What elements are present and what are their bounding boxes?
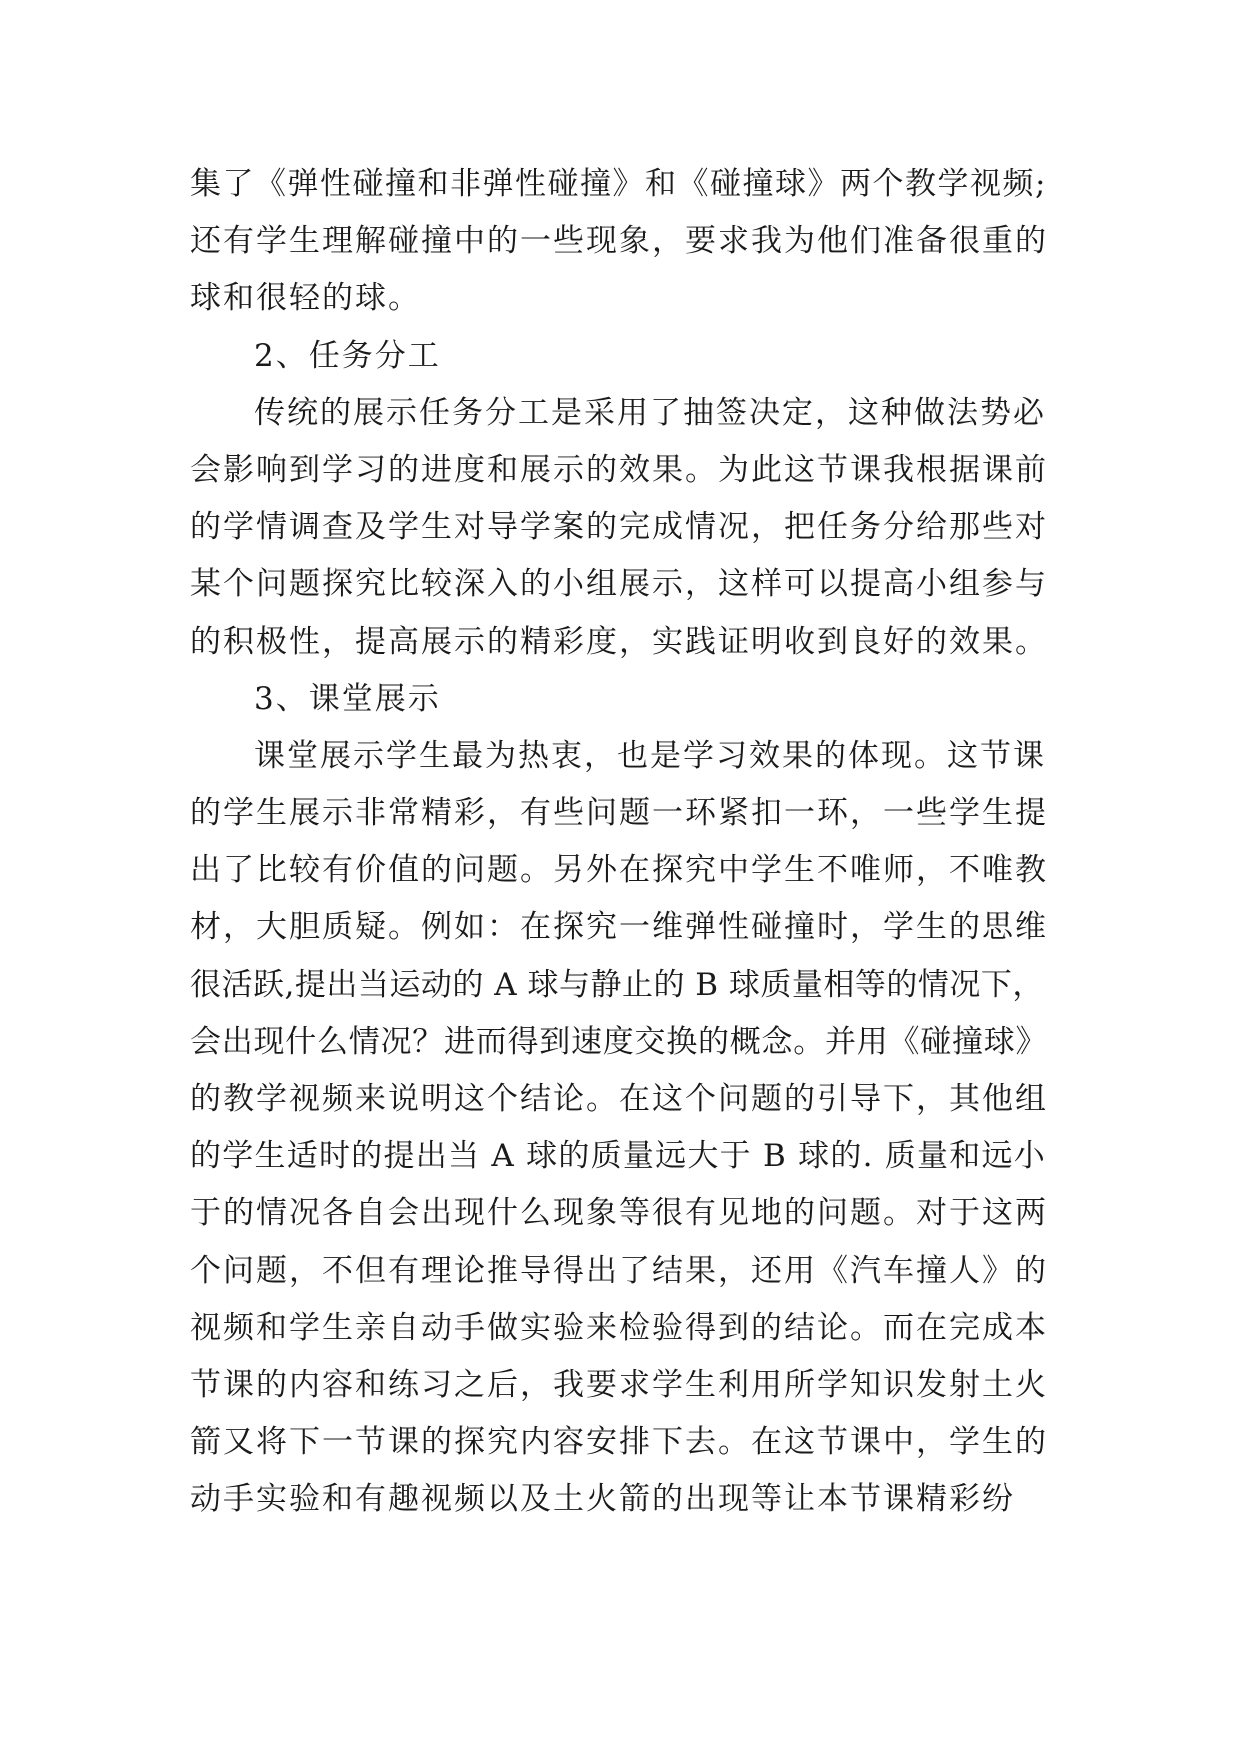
text-line: 于的情况各自会出现什么现象等很有见地的问题。对于这两 bbox=[190, 1195, 1048, 1232]
text-line: 的学生适时的提出当 A 球的质量远大于 B 球的. 质量和远小 bbox=[190, 1138, 1047, 1175]
text-line: 的学情调查及学生对导学案的完成情况，把任务分给那些对 bbox=[190, 509, 1048, 546]
text-line: 还有学生理解碰撞中的一些现象，要求我为他们准备很重的 bbox=[190, 223, 1048, 260]
text-line: 很活跃,提出当运动的 A 球与静止的 B 球质量相等的情况下， bbox=[190, 966, 1044, 1003]
text-line: 节课的内容和练习之后，我要求学生利用所学知识发射土火 bbox=[190, 1366, 1048, 1403]
text-line: 箭又将下一节课的探究内容安排下去。在这节课中，学生的 bbox=[190, 1424, 1048, 1461]
text-line: 某个问题探究比较深入的小组展示，这样可以提高小组参与 bbox=[190, 566, 1048, 603]
text-line: 传统的展示任务分工是采用了抽签决定，这种做法势必 bbox=[254, 394, 1046, 431]
text-line: 视频和学生亲自动手做实验来检验得到的结论。而在完成本 bbox=[190, 1309, 1048, 1346]
text-line: 的学生展示非常精彩，有些问题一环紧扣一环，一些学生提 bbox=[190, 795, 1048, 832]
text-line: 动手实验和有趣视频以及土火箭的出现等让本节课精彩纷 bbox=[190, 1481, 1015, 1518]
text-line: 2、任务分工 bbox=[254, 337, 441, 374]
document-body bbox=[190, 156, 1050, 1529]
text-line: 材，大胆质疑。例如：在探究一维弹性碰撞时，学生的思维 bbox=[190, 909, 1048, 946]
text-line: 会影响到学习的进度和展示的效果。为此这节课我根据课前 bbox=[190, 451, 1048, 488]
text-line: 会出现什么情况？进而得到速度交换的概念。并用《碰撞球》 bbox=[190, 1023, 1048, 1060]
text-line: 个问题，不但有理论推导得出了结果，还用《汽车撞人》的 bbox=[190, 1252, 1048, 1289]
text-line: 3、课堂展示 bbox=[254, 680, 441, 717]
text-line: 课堂展示学生最为热衷，也是学习效果的体现。这节课 bbox=[254, 737, 1046, 774]
text-line: 集了《弹性碰撞和非弹性碰撞》和《碰撞球》两个教学视频; bbox=[190, 166, 1047, 202]
text-line: 球和很轻的球。 bbox=[190, 280, 421, 317]
text-line: 的积极性，提高展示的精彩度，实践证明收到良好的效果。 bbox=[190, 623, 1048, 660]
text-line: 出了比较有价值的问题。另外在探究中学生不唯师，不唯教 bbox=[190, 852, 1048, 889]
text-line: 的教学视频来说明这个结论。在这个问题的引导下，其他组 bbox=[190, 1081, 1048, 1117]
